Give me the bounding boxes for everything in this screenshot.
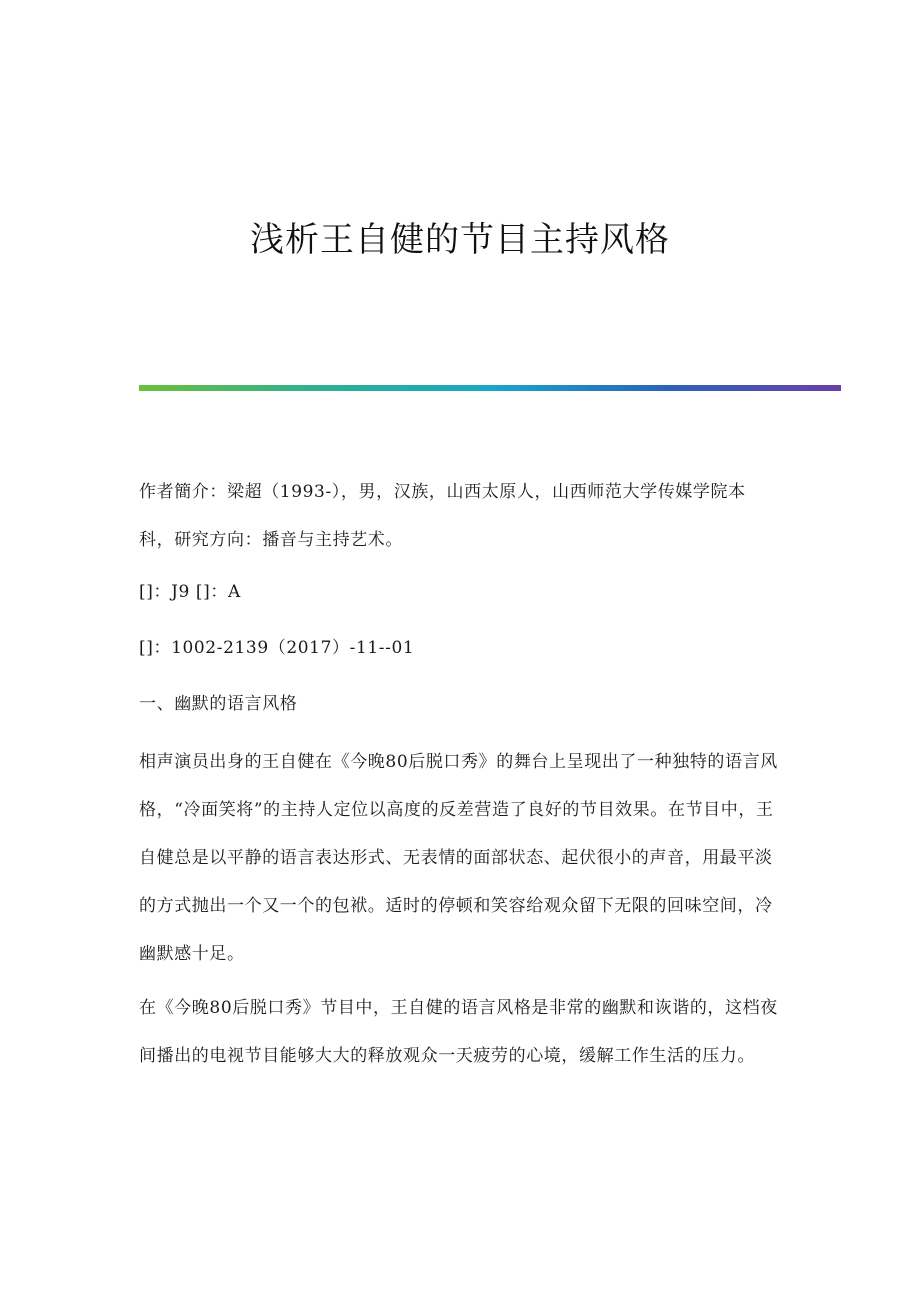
body-paragraph: 相声演员出身的王自健在《今晚80后脱口秀》的舞台上呈现出了一种独特的语言风格，“冷面笑将”的主持人定位以高度的反差营造了良好的节目效果。在节目中，王自健总是以平静的语言表达形式、无表情的面部状态、起伏很小的声音，用最平淡的方式抛出一个又一个的包袱。适时的停顿和笑容给观众留下无限的回味空间，冷幽默感十足。 [139,752,778,964]
body-paragraph: 在《今晚80后脱口秀》节目中，王自健的语言风格是非常的幽默和诙谐的，这档夜间播出的电视节目能够大大的释放观众一天疲劳的心境，缓解工作生活的压力。 [139,998,778,1066]
decorative-gradient-rule [139,385,841,391]
issn-line: []：1002-2139（2017）-11--01 [139,638,415,658]
author-intro-paragraph: 作者簡介：梁超（1993-），男，汉族，山西太原人，山西师范大学传媒学院本科，研究方向：播音与主持艺术。 [139,482,746,550]
document-title: 浅析王自健的节目主持风格 [250,220,670,260]
classification-line: []：J9 []：A [139,582,241,602]
document-body [139,468,779,1086]
section-heading: 一、幽默的语言风格 [139,694,298,714]
